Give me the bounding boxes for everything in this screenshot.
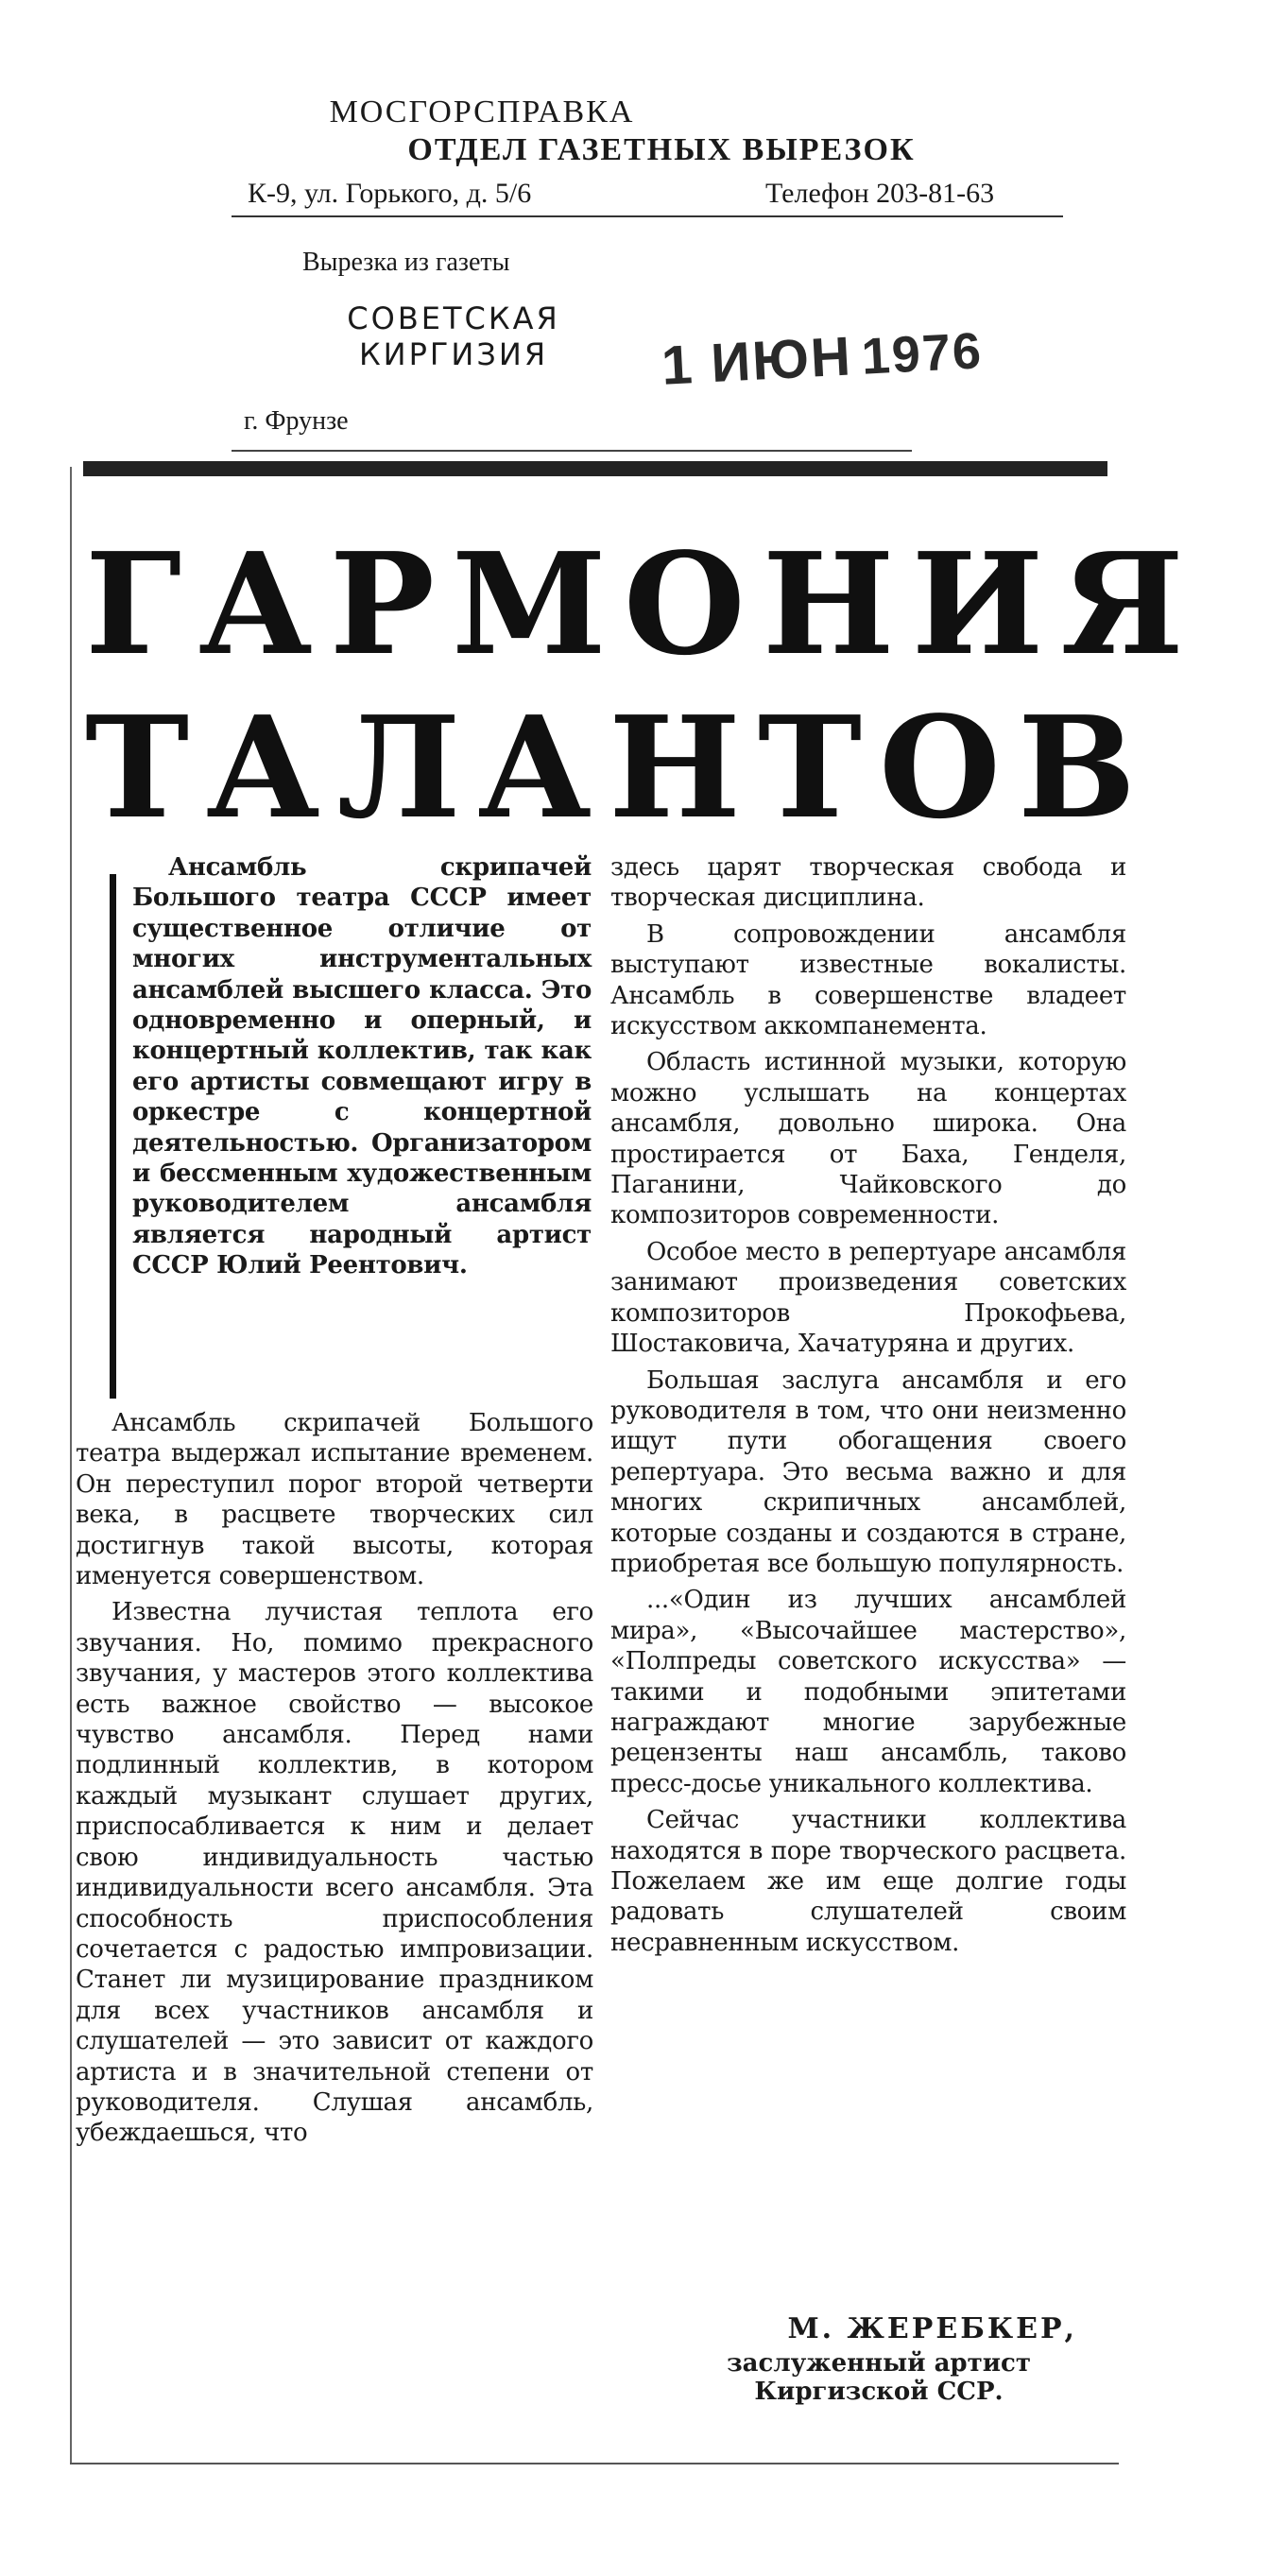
paragraph: Сейчас участники коллектива находятся в поре творческого расцвета. Пожелаем же им еще долгие годы радовать слушателей своим несравненным искусством. [610,1806,1126,1957]
headline-line-2: ТАЛАНТОВ [85,685,1154,850]
lead-paragraph: Ансамбль скрипачей Большого театра СССР имеет существенное отличие от многих инструментальных ансамблей высшего класса. Это одновременно и оперный, и концертный коллектив, так как его артисты совмещают игру в оркестре с концертной деятельностью. Организатором и бессменным художественным руководителем ансамбля является народный артист СССР Юлий Реентович. [132,853,592,1280]
author-signature [643,2312,1115,2406]
clipping-bottom-edge [70,2463,1119,2464]
lead-marker-bar [110,874,116,1399]
author-name: М. ЖЕРЕБКЕР, [787,2312,1077,2345]
stamp-phone: Телефон 203-81-63 [765,178,995,209]
city-label: г. Фрунзе [244,406,349,436]
date-stamp [660,318,984,398]
paragraph: Особое место в репертуаре ансамбля занимают произведения советских композиторов Прокофьева, Шостаковича, Хачатуряна и других. [610,1237,1126,1359]
headline-line-1: ГАРМОНИЯ [85,522,1201,686]
header-rule [83,461,1107,476]
article-column-2 [610,852,1126,1958]
stamp-address: К-9, ул. Горького, д. 5/6 [248,178,532,209]
paragraph: Область истинной музыки, которую можно услышать на концертах ансамбля, довольно широка. Она простирается от Баха, Генделя, Паганини, Чайковского до композиторов современности. [610,1048,1126,1230]
paragraph: В сопровождении ансамбля выступают известные вокалисты. Ансамбль в совершенстве владеет искусством аккомпанемента. [610,919,1126,1041]
article-column-1 [76,1408,593,2149]
clipping-left-edge [70,467,72,2463]
paragraph: Ансамбль скрипачей Большого театра выдержал испытание временем. Он переступил порог второй четверти века, в расцвете творческих сил достигнув такой высоты, которая именуется совершенством. [76,1409,593,1591]
date-year: 1976 [860,322,985,386]
paragraph: Большая заслуга ансамбля и его руководителя в том, что они неизменно ищут пути обогащения своего репертуара. Это весьма важно и для многих скрипичных ансамблей, которые созданы и создаются в стране, приобретая все большую популярность. [610,1365,1126,1578]
stamp-department: ОТДЕЛ ГАЗЕТНЫХ ВЫРЕЗОК [407,132,916,167]
author-republic: Киргизской ССР. [754,2378,1004,2406]
city-divider [232,450,912,452]
newspaper-name: СОВЕТСКАЯ КИРГИЗИЯ [347,301,560,372]
stamp-divider [232,215,1063,217]
article-lead [132,852,592,1281]
stamp-title: МОСГОРСПРАВКА [329,94,635,129]
paragraph: ...«Один из лучших ансамблей мира», «Высочайшее мастерство», «Полпреды советского искусства» — такими и подобными эпитетами награждают многие зарубежные рецензенты наш ансамбль, таково пресс-досье уникального коллектива. [610,1586,1126,1798]
author-title: заслуженный артист [727,2349,1031,2378]
clipping-label: Вырезка из газеты [302,248,510,277]
paragraph: здесь царят творческая свобода и творческая дисциплина. [610,853,1126,913]
paragraph: Известна лучистая теплота его звучания. Но, помимо прекрасного звучания, у мастеров этого коллектива есть важное свойство — высокое чувство ансамбля. Перед нами подлинный коллектив, в котором каждый музыкант слушает других, приспосабливается к ним и делает свою индивидуальность частью индивидуальности всего ансамбля. Эта способность приспособления сочетается с радостью импровизации. Станет ли музицирование праздником для всех участников ансамбля и слушателей — это зависит от каждого артиста и в значительной степени от руководителя. Слушая ансамбль, убеждаешься, что [76,1598,593,2148]
date-day: 1 ИЮН [660,325,854,397]
